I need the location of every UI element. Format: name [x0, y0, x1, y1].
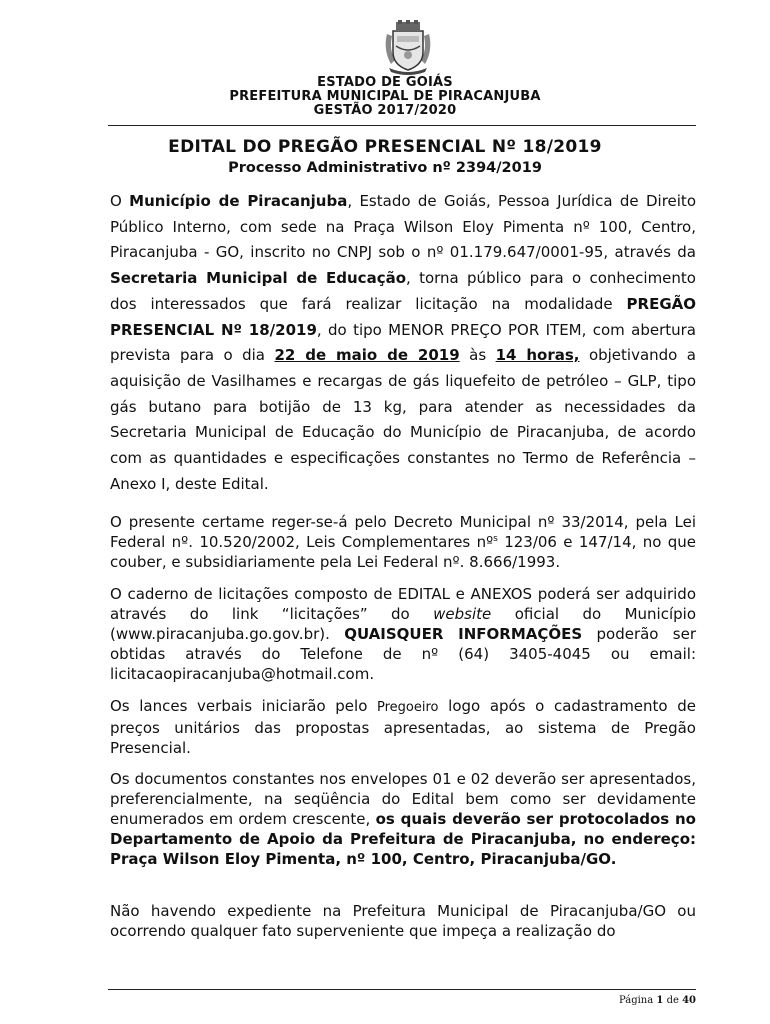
opening-date: 22 de maio de 2019: [274, 346, 460, 365]
paragraph-legal-basis: [110, 512, 696, 572]
text: , Estado de Goiás, Pessoa Jurídica de Direito Público Interno, com sede na Praça Wilson Eloy Pimenta nº 100, Centro, Piracanjuba - GO, inscrito no CNPJ sob o nº 01.179.647/0001-95, através da: [110, 192, 696, 262]
text: O caderno de licitações composto de EDITAL e ANEXOS poderá ser adquirido através do link “licitações” do: [110, 585, 696, 623]
paragraph-documents: [110, 584, 696, 684]
total-pages: 40: [682, 995, 696, 1006]
footer-divider: [108, 989, 696, 990]
page-label: Página: [618, 995, 654, 1006]
info-heading: QUAISQUER INFORMAÇÕES: [344, 625, 583, 643]
letterhead-prefecture: PREFEITURA MUNICIPAL DE PIRACANJUBA: [229, 89, 541, 104]
website-word: website: [433, 605, 492, 623]
document-title: EDITAL DO PREGÃO PRESENCIAL Nº 18/2019: [168, 137, 602, 157]
text: oficial do Município (www.piracanjuba.go.gov.br).: [110, 605, 697, 643]
text: às: [459, 346, 496, 365]
auction-number: PREGÃO PRESENCIAL Nº 18/2019: [110, 294, 696, 339]
secretariat-name: Secretaria Municipal de Educação: [110, 269, 407, 288]
paragraph-bids: [110, 696, 696, 758]
text: 123/06 e 147/14, no que couber, e subsidiariamente pela Lei Federal nº. 8.666/1993.: [110, 533, 696, 571]
coat-of-arms-icon: [383, 20, 433, 76]
letterhead: [0, 76, 770, 118]
text: poderão ser obtidas através do Telefone de nº (64) 3405-4045 ou email: licitacaopiracanjuba@hotmail.com.: [110, 625, 696, 683]
text: , do tipo MENOR PREÇO POR ITEM, com abertura prevista para o dia: [110, 320, 696, 365]
pregoeiro-word: Pregoeiro: [377, 700, 439, 715]
text: O: [110, 192, 130, 210]
text: Os documentos constantes nos envelopes 01 e 02 deverão ser apresentados, preferencialmente, na seqüência do Edital bem como ser devidamente enumerados em ordem crescente,: [110, 770, 696, 828]
page-of: de: [666, 995, 679, 1006]
opening-time: 14 horas,: [495, 346, 580, 365]
text: Não havendo expediente na Prefeitura Municipal de Piracanjuba/GO ou ocorrendo qualquer fato superveniente que impeça a realização do: [110, 902, 696, 940]
text: Os lances verbais iniciarão pelo: [110, 697, 378, 715]
page-number: [560, 995, 696, 1006]
text: objetivando a aquisição de Vasilhames e recargas de gás liquefeito de petróleo – GLP, tipo gás butano para botijão de 13 kg, para atender as necessidades da Secretaria Municipal de Educação do Município de Piracanjuba, de acordo com as quantidades e especificações constantes no Termo de Referência – Anexo I, deste Edital.: [110, 346, 696, 493]
text: logo após o cadastramento de preços unitários das propostas apresentadas, ao sistema de Pregão Presencial.: [110, 697, 696, 757]
current-page: 1: [656, 995, 664, 1006]
text: O presente certame reger-se-á pelo Decreto Municipal nº 33/2014, pela Lei Federal nº. 10.520/2002, Leis Complementares nº: [110, 513, 696, 551]
letterhead-term: GESTÃO 2017/2020: [313, 103, 457, 118]
municipality-name: Município de Piracanjuba: [129, 192, 348, 210]
document-subtitle: Processo Administrativo nº 2394/2019: [228, 160, 542, 176]
paragraph-intro: [110, 189, 696, 497]
superscript: s: [493, 534, 498, 544]
paragraph-no-business: [110, 901, 696, 941]
paragraph-envelopes: [110, 769, 696, 869]
letterhead-state: ESTADO DE GOIÁS: [317, 75, 453, 90]
header-divider: [108, 125, 696, 126]
text: , torna público para o conhecimento dos interessados que fará realizar licitação na modalidade: [110, 269, 696, 313]
protocol-address: os quais deverão ser protocolados no Departamento de Apoio da Prefeitura de Piracanjuba, no endereço: Praça Wilson Eloy Pimenta, nº 100, Centro, Piracanjuba/GO.: [110, 810, 696, 868]
